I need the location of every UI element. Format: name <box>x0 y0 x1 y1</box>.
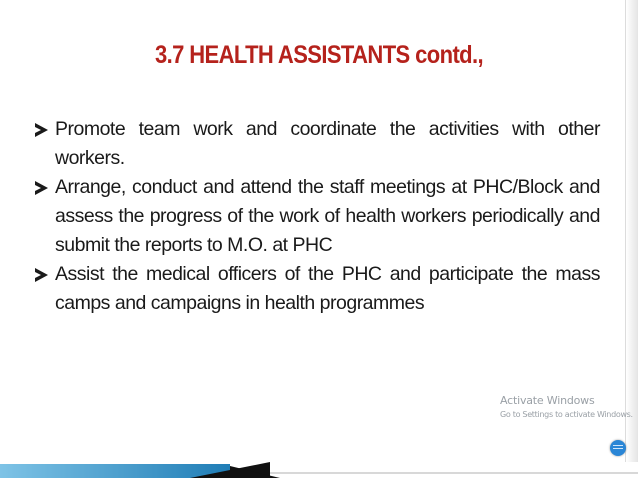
bullet-list <box>38 115 600 318</box>
arrow-bullet-icon <box>35 268 48 282</box>
bullet-item <box>38 260 600 318</box>
bullet-text: Arrange, conduct and attend the staff meetings at PHC/Block and assess the progress of the work of health workers periodically and submit the reports to M.O. at PHC <box>55 176 600 256</box>
bullet-item <box>38 173 600 260</box>
watermark-subtitle: Go to Settings to activate Windows. <box>500 410 633 419</box>
bullet-item <box>38 115 600 173</box>
notes-badge-icon[interactable] <box>610 440 626 456</box>
bullet-text: Assist the medical officers of the PHC and participate the mass camps and campaigns in health programmes <box>55 263 600 314</box>
arrow-bullet-icon <box>35 123 48 137</box>
slide-title: 3.7 HEALTH ASSISTANTS contd., <box>154 40 484 69</box>
bullet-text: Promote team work and coordinate the activities with other workers. <box>55 118 600 169</box>
bottom-decoration-bar <box>0 462 638 478</box>
watermark-title: Activate Windows <box>500 394 595 407</box>
activate-windows-watermark <box>500 394 633 419</box>
arrow-bullet-icon <box>35 181 48 195</box>
